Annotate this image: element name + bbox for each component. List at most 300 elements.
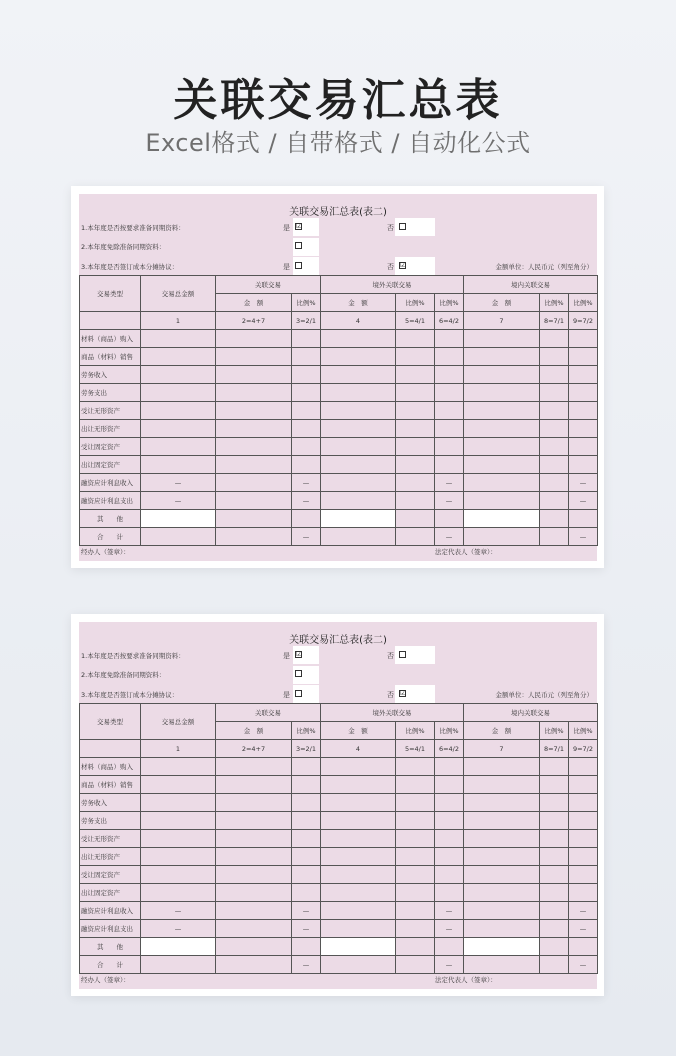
checked-checkbox[interactable]: ☑ xyxy=(296,650,303,658)
table-cell[interactable] xyxy=(396,438,435,456)
row-label: 受让固定资产 xyxy=(80,438,141,456)
table-cell[interactable] xyxy=(435,384,464,402)
table-cell[interactable] xyxy=(141,456,216,474)
table-cell[interactable] xyxy=(292,938,321,956)
table-cell[interactable] xyxy=(540,830,569,848)
table-cell[interactable] xyxy=(540,920,569,938)
table-cell[interactable] xyxy=(435,420,464,438)
unchecked-checkbox[interactable] xyxy=(295,242,302,249)
table-cell[interactable] xyxy=(396,420,435,438)
table-cell[interactable] xyxy=(216,776,292,794)
row-label: 融资应计利息支出 xyxy=(80,492,141,510)
col-header-foreign: 境外关联交易 xyxy=(321,704,464,722)
dash-cell[interactable]: — xyxy=(292,528,321,546)
table-cell[interactable] xyxy=(464,902,540,920)
dash-cell[interactable]: — xyxy=(141,920,216,938)
table-cell[interactable] xyxy=(540,348,569,366)
table-row xyxy=(80,420,598,438)
dash-cell[interactable]: — xyxy=(435,528,464,546)
table-cell[interactable] xyxy=(464,812,540,830)
table-cell[interactable] xyxy=(216,866,292,884)
table-cell[interactable] xyxy=(292,776,321,794)
table-cell[interactable] xyxy=(292,420,321,438)
table-cell[interactable] xyxy=(540,456,569,474)
table-cell[interactable] xyxy=(141,830,216,848)
table-cell[interactable] xyxy=(396,848,435,866)
formula-cell: 2=4+7 xyxy=(216,740,292,758)
table-cell[interactable] xyxy=(569,510,598,528)
row-label: 其 他 xyxy=(80,510,141,528)
table-cell[interactable] xyxy=(216,956,292,974)
formula-blank xyxy=(80,740,141,758)
col-header-domestic: 境内关联交易 xyxy=(464,704,598,722)
table-cell[interactable] xyxy=(292,456,321,474)
col-header-amount: 金 额 xyxy=(464,294,540,312)
table-cell[interactable] xyxy=(321,956,396,974)
table-row xyxy=(80,920,598,938)
table-row xyxy=(80,830,598,848)
dash-cell[interactable]: — xyxy=(435,902,464,920)
table-cell[interactable] xyxy=(141,330,216,348)
table-cell[interactable] xyxy=(216,938,292,956)
row-label: 出让固定资产 xyxy=(80,884,141,902)
table-cell[interactable] xyxy=(464,492,540,510)
table-cell[interactable] xyxy=(540,402,569,420)
table-cell[interactable] xyxy=(540,866,569,884)
table-cell[interactable] xyxy=(569,330,598,348)
table-cell[interactable] xyxy=(292,848,321,866)
table-cell[interactable] xyxy=(216,830,292,848)
question-2: 2.本年度免除准备同期资料： xyxy=(81,671,166,679)
table-cell[interactable] xyxy=(321,366,396,384)
col-header-amount: 金 额 xyxy=(321,722,396,740)
table-cell[interactable] xyxy=(396,474,435,492)
table-cell[interactable] xyxy=(216,402,292,420)
table-cell[interactable] xyxy=(569,456,598,474)
table-cell[interactable] xyxy=(569,938,598,956)
table-cell[interactable] xyxy=(321,528,396,546)
table-row xyxy=(80,456,598,474)
col-header-total: 交易总金额 xyxy=(141,704,216,740)
table-cell[interactable] xyxy=(464,348,540,366)
form-preview-2 xyxy=(71,614,604,996)
table-cell[interactable] xyxy=(435,794,464,812)
table-cell[interactable] xyxy=(292,402,321,420)
table-cell[interactable] xyxy=(464,920,540,938)
table-cell[interactable] xyxy=(141,794,216,812)
table-cell[interactable] xyxy=(396,776,435,794)
table-cell[interactable] xyxy=(540,330,569,348)
table-row xyxy=(80,348,598,366)
unchecked-checkbox[interactable] xyxy=(295,690,302,697)
input-cell[interactable] xyxy=(141,510,216,528)
table-cell[interactable] xyxy=(292,384,321,402)
summary-table xyxy=(79,703,598,974)
table-cell[interactable] xyxy=(464,884,540,902)
table-cell[interactable] xyxy=(216,330,292,348)
table-cell[interactable] xyxy=(396,866,435,884)
dash-cell[interactable]: — xyxy=(569,474,598,492)
table-cell[interactable] xyxy=(435,438,464,456)
table-cell[interactable] xyxy=(216,492,292,510)
table-cell[interactable] xyxy=(292,330,321,348)
table-cell[interactable] xyxy=(396,758,435,776)
table-cell[interactable] xyxy=(464,402,540,420)
col-header-amount: 金 额 xyxy=(464,722,540,740)
table-cell[interactable] xyxy=(141,848,216,866)
table-cell[interactable] xyxy=(396,528,435,546)
col-header-ratio: 比例% xyxy=(540,294,569,312)
formula-cell: 3=2/1 xyxy=(292,740,321,758)
table-cell[interactable] xyxy=(396,920,435,938)
col-header-ratio: 比例% xyxy=(292,722,321,740)
table-cell[interactable] xyxy=(540,758,569,776)
table-cell[interactable] xyxy=(540,510,569,528)
table-cell[interactable] xyxy=(396,812,435,830)
table-cell[interactable] xyxy=(540,384,569,402)
checked-checkbox[interactable]: ☑ xyxy=(400,261,407,269)
table-cell[interactable] xyxy=(141,366,216,384)
input-cell[interactable] xyxy=(464,510,540,528)
table-cell[interactable] xyxy=(321,474,396,492)
col-header-ratio: 比例% xyxy=(396,294,435,312)
table-cell[interactable] xyxy=(435,456,464,474)
table-cell[interactable] xyxy=(540,528,569,546)
dash-cell[interactable]: — xyxy=(292,902,321,920)
table-cell[interactable] xyxy=(321,348,396,366)
table-cell[interactable] xyxy=(569,420,598,438)
table-cell[interactable] xyxy=(464,528,540,546)
table-cell[interactable] xyxy=(540,956,569,974)
table-cell[interactable] xyxy=(216,758,292,776)
dash-cell[interactable]: — xyxy=(292,474,321,492)
table-cell[interactable] xyxy=(540,902,569,920)
formula-cell: 5=4/1 xyxy=(396,740,435,758)
table-cell[interactable] xyxy=(321,830,396,848)
table-cell[interactable] xyxy=(321,920,396,938)
table-cell[interactable] xyxy=(464,330,540,348)
table-cell[interactable] xyxy=(292,510,321,528)
table-cell[interactable] xyxy=(396,384,435,402)
yes-label: 是 xyxy=(283,691,290,699)
table-cell[interactable] xyxy=(540,438,569,456)
dash-cell[interactable]: — xyxy=(435,492,464,510)
table-cell[interactable] xyxy=(321,902,396,920)
input-cell[interactable] xyxy=(321,938,396,956)
row-label: 出让无形资产 xyxy=(80,420,141,438)
table-cell[interactable] xyxy=(435,938,464,956)
sheet-title: 关联交易汇总表(表二) xyxy=(289,207,387,218)
table-row xyxy=(80,938,598,956)
table-row xyxy=(80,758,598,776)
row-label: 劳务支出 xyxy=(80,384,141,402)
table-cell[interactable] xyxy=(396,830,435,848)
table-cell[interactable] xyxy=(396,366,435,384)
table-cell[interactable] xyxy=(141,884,216,902)
col-header-type: 交易类型 xyxy=(80,704,141,740)
table-cell[interactable] xyxy=(216,384,292,402)
sheet xyxy=(79,194,597,561)
table-cell[interactable] xyxy=(321,420,396,438)
dash-cell[interactable]: — xyxy=(292,920,321,938)
sheet xyxy=(79,622,597,989)
table-cell[interactable] xyxy=(435,402,464,420)
table-cell[interactable] xyxy=(292,812,321,830)
handler-signature: 经办人（签章）： xyxy=(81,976,130,984)
table-cell[interactable] xyxy=(540,848,569,866)
table-cell[interactable] xyxy=(569,776,598,794)
formula-cell: 3=2/1 xyxy=(292,312,321,330)
table-cell[interactable] xyxy=(540,420,569,438)
table-cell[interactable] xyxy=(569,812,598,830)
col-header-total: 交易总金额 xyxy=(141,276,216,312)
table-cell[interactable] xyxy=(321,884,396,902)
unchecked-checkbox[interactable] xyxy=(295,262,302,269)
row-label: 出让固定资产 xyxy=(80,456,141,474)
table-cell[interactable] xyxy=(321,866,396,884)
dash-cell[interactable]: — xyxy=(292,956,321,974)
table-cell[interactable] xyxy=(321,758,396,776)
table-cell[interactable] xyxy=(216,812,292,830)
dash-cell[interactable]: — xyxy=(569,528,598,546)
table-cell[interactable] xyxy=(292,830,321,848)
table-cell[interactable] xyxy=(292,438,321,456)
table-cell[interactable] xyxy=(216,438,292,456)
table-cell[interactable] xyxy=(216,884,292,902)
formula-cell: 8=7/1 xyxy=(540,740,569,758)
table-cell[interactable] xyxy=(569,758,598,776)
table-row xyxy=(80,956,598,974)
row-label: 商品（材料）销售 xyxy=(80,348,141,366)
table-cell[interactable] xyxy=(464,420,540,438)
table-cell[interactable] xyxy=(292,866,321,884)
table-cell[interactable] xyxy=(569,348,598,366)
col-header-domestic: 境内关联交易 xyxy=(464,276,598,294)
dash-cell[interactable]: — xyxy=(292,492,321,510)
table-cell[interactable] xyxy=(321,456,396,474)
dash-cell[interactable]: — xyxy=(141,902,216,920)
table-cell[interactable] xyxy=(141,420,216,438)
page-title: 关联交易汇总表 xyxy=(173,75,503,126)
table-cell[interactable] xyxy=(540,938,569,956)
table-cell[interactable] xyxy=(292,794,321,812)
question-3: 3.本年度是否签订成本分摊协议： xyxy=(81,263,179,271)
table-cell[interactable] xyxy=(435,866,464,884)
checked-checkbox[interactable]: ☑ xyxy=(296,222,303,230)
table-cell[interactable] xyxy=(464,438,540,456)
dash-cell[interactable]: — xyxy=(569,492,598,510)
table-cell[interactable] xyxy=(141,528,216,546)
col-header-amount: 金 额 xyxy=(216,722,292,740)
table-cell[interactable] xyxy=(540,776,569,794)
table-row xyxy=(80,384,598,402)
table-cell[interactable] xyxy=(396,456,435,474)
table-cell[interactable] xyxy=(396,402,435,420)
table-row xyxy=(80,438,598,456)
table-cell[interactable] xyxy=(464,776,540,794)
table-row xyxy=(80,866,598,884)
dash-cell[interactable]: — xyxy=(435,474,464,492)
dash-cell[interactable]: — xyxy=(569,920,598,938)
dash-cell[interactable]: — xyxy=(435,920,464,938)
table-cell[interactable] xyxy=(141,812,216,830)
table-cell[interactable] xyxy=(216,456,292,474)
table-row xyxy=(80,510,598,528)
table-cell[interactable] xyxy=(141,956,216,974)
table-cell[interactable] xyxy=(396,348,435,366)
table-cell[interactable] xyxy=(216,848,292,866)
table-cell[interactable] xyxy=(464,794,540,812)
row-label: 合 计 xyxy=(80,956,141,974)
col-header-ratio: 比例% xyxy=(540,722,569,740)
table-cell[interactable] xyxy=(216,366,292,384)
table-cell[interactable] xyxy=(216,528,292,546)
table-cell[interactable] xyxy=(435,812,464,830)
table-cell[interactable] xyxy=(569,794,598,812)
table-cell[interactable] xyxy=(464,956,540,974)
form-preview-1 xyxy=(71,186,604,568)
table-cell[interactable] xyxy=(396,956,435,974)
table-cell[interactable] xyxy=(569,884,598,902)
table-cell[interactable] xyxy=(216,474,292,492)
formula-cell: 8=7/1 xyxy=(540,312,569,330)
table-cell[interactable] xyxy=(141,348,216,366)
table-row xyxy=(80,474,598,492)
table-cell[interactable] xyxy=(540,474,569,492)
table-cell[interactable] xyxy=(464,848,540,866)
table-cell[interactable] xyxy=(141,758,216,776)
table-cell[interactable] xyxy=(464,474,540,492)
table-cell[interactable] xyxy=(540,492,569,510)
table-cell[interactable] xyxy=(569,848,598,866)
dash-cell[interactable]: — xyxy=(435,956,464,974)
table-cell[interactable] xyxy=(216,902,292,920)
table-row xyxy=(80,794,598,812)
table-cell[interactable] xyxy=(141,402,216,420)
table-cell[interactable] xyxy=(540,884,569,902)
table-cell[interactable] xyxy=(569,830,598,848)
unchecked-checkbox[interactable] xyxy=(295,670,302,677)
table-cell[interactable] xyxy=(435,848,464,866)
dash-cell[interactable]: — xyxy=(141,474,216,492)
col-header-ratio: 比例% xyxy=(292,294,321,312)
table-cell[interactable] xyxy=(396,492,435,510)
table-cell[interactable] xyxy=(216,920,292,938)
table-cell[interactable] xyxy=(435,776,464,794)
table-cell[interactable] xyxy=(292,758,321,776)
yes-label: 是 xyxy=(283,652,290,660)
input-cell[interactable] xyxy=(141,938,216,956)
table-cell[interactable] xyxy=(435,758,464,776)
table-cell[interactable] xyxy=(464,866,540,884)
table-cell[interactable] xyxy=(321,848,396,866)
table-cell[interactable] xyxy=(464,830,540,848)
dash-cell[interactable]: — xyxy=(569,902,598,920)
table-cell[interactable] xyxy=(464,758,540,776)
table-cell[interactable] xyxy=(435,330,464,348)
col-header-foreign: 境外关联交易 xyxy=(321,276,464,294)
table-cell[interactable] xyxy=(396,902,435,920)
checked-checkbox[interactable]: ☑ xyxy=(400,689,407,697)
table-cell[interactable] xyxy=(396,884,435,902)
table-cell[interactable] xyxy=(141,384,216,402)
col-header-ratio: 比例% xyxy=(435,294,464,312)
table-cell[interactable] xyxy=(396,510,435,528)
dash-cell[interactable]: — xyxy=(569,956,598,974)
input-cell[interactable] xyxy=(464,938,540,956)
table-cell[interactable] xyxy=(321,330,396,348)
table-cell[interactable] xyxy=(321,492,396,510)
table-cell[interactable] xyxy=(540,366,569,384)
table-cell[interactable] xyxy=(321,776,396,794)
table-cell[interactable] xyxy=(321,384,396,402)
table-cell[interactable] xyxy=(435,884,464,902)
yes-label: 是 xyxy=(283,224,290,232)
table-cell[interactable] xyxy=(321,402,396,420)
row-label: 商品（材料）销售 xyxy=(80,776,141,794)
table-cell[interactable] xyxy=(141,438,216,456)
table-cell[interactable] xyxy=(396,330,435,348)
row-label: 受让无形资产 xyxy=(80,402,141,420)
table-cell[interactable] xyxy=(540,794,569,812)
formula-cell: 7 xyxy=(464,740,540,758)
table-cell[interactable] xyxy=(464,384,540,402)
table-cell[interactable] xyxy=(321,794,396,812)
table-cell[interactable] xyxy=(569,438,598,456)
table-cell[interactable] xyxy=(216,794,292,812)
row-label: 劳务收入 xyxy=(80,794,141,812)
table-cell[interactable] xyxy=(464,456,540,474)
table-cell[interactable] xyxy=(435,348,464,366)
legal-rep-signature: 法定代表人（签章）： xyxy=(435,976,497,984)
table-cell[interactable] xyxy=(569,866,598,884)
table-row xyxy=(80,492,598,510)
table-cell[interactable] xyxy=(292,348,321,366)
formula-cell: 4 xyxy=(321,312,396,330)
question-1: 1.本年度是否按要求准备同期资料： xyxy=(81,652,185,660)
table-row xyxy=(80,812,598,830)
table-cell[interactable] xyxy=(569,366,598,384)
table-cell[interactable] xyxy=(216,348,292,366)
table-cell[interactable] xyxy=(321,438,396,456)
table-cell[interactable] xyxy=(540,812,569,830)
table-cell[interactable] xyxy=(435,510,464,528)
table-cell[interactable] xyxy=(292,366,321,384)
table-cell[interactable] xyxy=(141,776,216,794)
dash-cell[interactable]: — xyxy=(141,492,216,510)
table-cell[interactable] xyxy=(396,794,435,812)
table-cell[interactable] xyxy=(435,830,464,848)
table-cell[interactable] xyxy=(216,510,292,528)
table-row xyxy=(80,848,598,866)
table-row xyxy=(80,902,598,920)
unchecked-checkbox[interactable] xyxy=(399,223,406,230)
table-cell[interactable] xyxy=(464,366,540,384)
table-cell[interactable] xyxy=(569,402,598,420)
table-cell[interactable] xyxy=(396,938,435,956)
table-cell[interactable] xyxy=(321,812,396,830)
table-row xyxy=(80,366,598,384)
table-cell[interactable] xyxy=(292,884,321,902)
unchecked-checkbox[interactable] xyxy=(399,651,406,658)
row-label: 材料（商品）购入 xyxy=(80,758,141,776)
row-label: 受让无形资产 xyxy=(80,830,141,848)
table-cell[interactable] xyxy=(435,366,464,384)
table-cell[interactable] xyxy=(569,384,598,402)
table-cell[interactable] xyxy=(141,866,216,884)
table-cell[interactable] xyxy=(216,420,292,438)
input-cell[interactable] xyxy=(321,510,396,528)
